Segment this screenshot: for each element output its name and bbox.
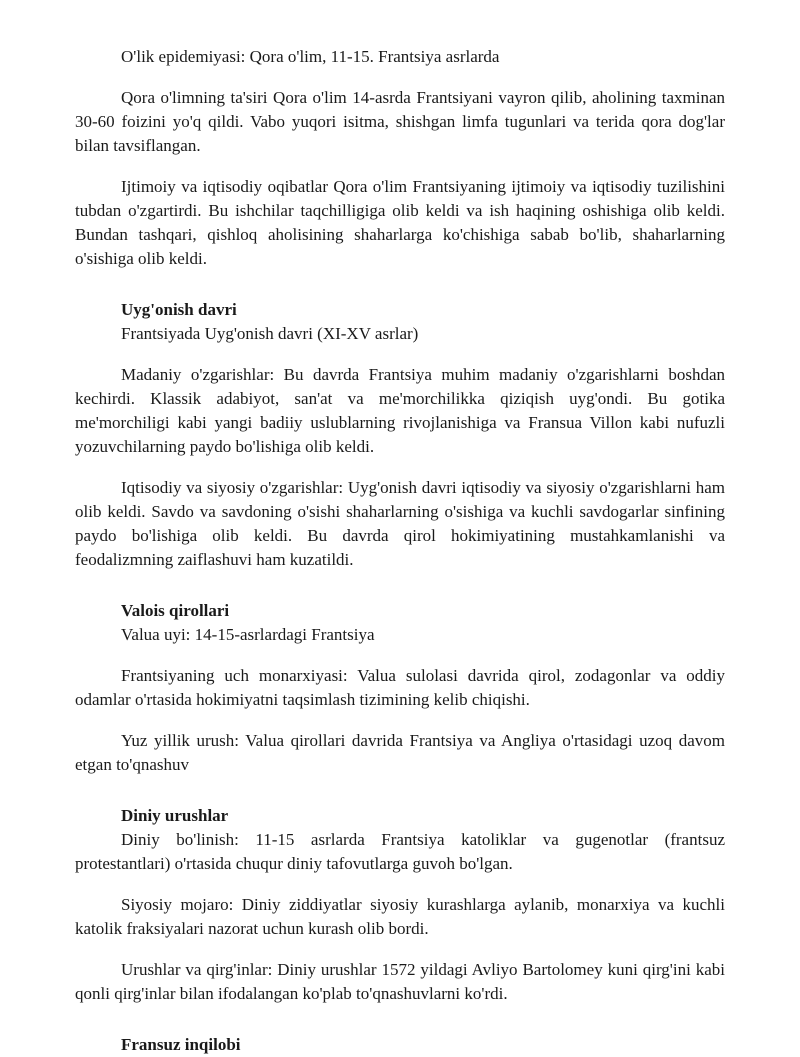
- section-heading-valois: Valois qirollari: [121, 601, 230, 620]
- section-heading-religious-wars: Diniy urushlar: [121, 806, 229, 825]
- paragraph-economic-political: Iqtisodiy va siyosiy o'zgarishlar: Uyg'onish davri iqtisodiy va siyosiy o'zgarishlarni ham olib keldi. Savdo va savdoning o'sishi shaharlarning o'sishiga va kuchli savdogarlar sinfining paydo bo'lishiga olib keldi. Bu davrda qirol hokimiyatining mustahkamlanishi va feodalizmning zaiflashuvi ham kuzatildi.: [75, 478, 725, 569]
- document-page: [75, 45, 725, 1057]
- section-gap: [75, 288, 725, 298]
- section-gap: [75, 794, 725, 804]
- paragraph-black-death-impact: Qora o'limning ta'siri Qora o'lim 14-asrda Frantsiyani vayron qilib, aholining taxminan 30-60 foizini yo'q qildi. Vabo yuqori isitma, shishgan limfa tugunlari va terida qora dog'lar bilan tavsiflangan.: [75, 88, 725, 155]
- paragraph-political-conflict: Siyosiy mojaro: Diniy ziddiyatlar siyosiy kurashlarga aylanib, monarxiya va kuchli katolik fraksiyalari nazorat uchun kurash olib bordi.: [75, 895, 725, 938]
- paragraph-cultural-changes: Madaniy o'zgarishlar: Bu davrda Frantsiya muhim madaniy o'zgarishlarni boshdan kechirdi. Klassik adabiyot, san'at va me'morchilikka qiziqish uyg'ondi. Bu gotika me'morchiligi kabi yangi badiiy uslublarning rivojlanishiga va Fransua Villon kabi nufuzli yozuvchilarning paydo bo'lishiga olib keldi.: [75, 365, 725, 456]
- section-gap: [75, 589, 725, 599]
- paragraph-religious-division: Diniy bo'linish: 11-15 asrlarda Frantsiya katoliklar va gugenotlar (frantsuz protestantlari) o'rtasida chuqur diniy tafovutlarga guvoh bo'lgan.: [75, 830, 725, 873]
- section-subheading-renaissance: Frantsiyada Uyg'onish davri (XI-XV asrlar): [121, 324, 419, 343]
- intro-line: O'lik epidemiyasi: Qora o'lim, 11-15. Frantsiya asrlarda: [121, 47, 500, 66]
- paragraph-social-economic: Ijtimoiy va iqtisodiy oqibatlar Qora o'lim Frantsiyaning ijtimoiy va iqtisodiy tuzilishini tubdan o'zgartirdi. Bu ishchilar taqchilligiga olib keldi va ish haqining oshishiga olib keldi. Bundan tashqari, qishloq aholisining shaharlarga ko'chishiga sabab bo'lib, shaharlarning o'sishiga olib keldi.: [75, 177, 725, 268]
- paragraph-wars-massacres: Urushlar va qirg'inlar: Diniy urushlar 1572 yildagi Avliyo Bartolomey kuni qirg'ini kabi qonli qirg'inlar bilan ifodalangan ko'plab to'qnashuvlarni ko'rdi.: [75, 960, 725, 1003]
- paragraph-three-monarchies: Frantsiyaning uch monarxiyasi: Valua sulolasi davrida qirol, zodagonlar va oddiy odamlar o'rtasida hokimiyatni taqsimlash tizimining kelib chiqishi.: [75, 666, 725, 709]
- section-heading-french-revolution: Fransuz inqilobi: [121, 1035, 241, 1054]
- section-subheading-valois: Valua uyi: 14-15-asrlardagi Frantsiya: [121, 625, 375, 644]
- paragraph-hundred-years-war: Yuz yillik urush: Valua qirollari davrida Frantsiya va Angliya o'rtasidagi uzoq davom etgan to'qnashuv: [75, 731, 725, 774]
- section-gap: [75, 1023, 725, 1033]
- section-heading-renaissance: Uyg'onish davri: [121, 300, 237, 319]
